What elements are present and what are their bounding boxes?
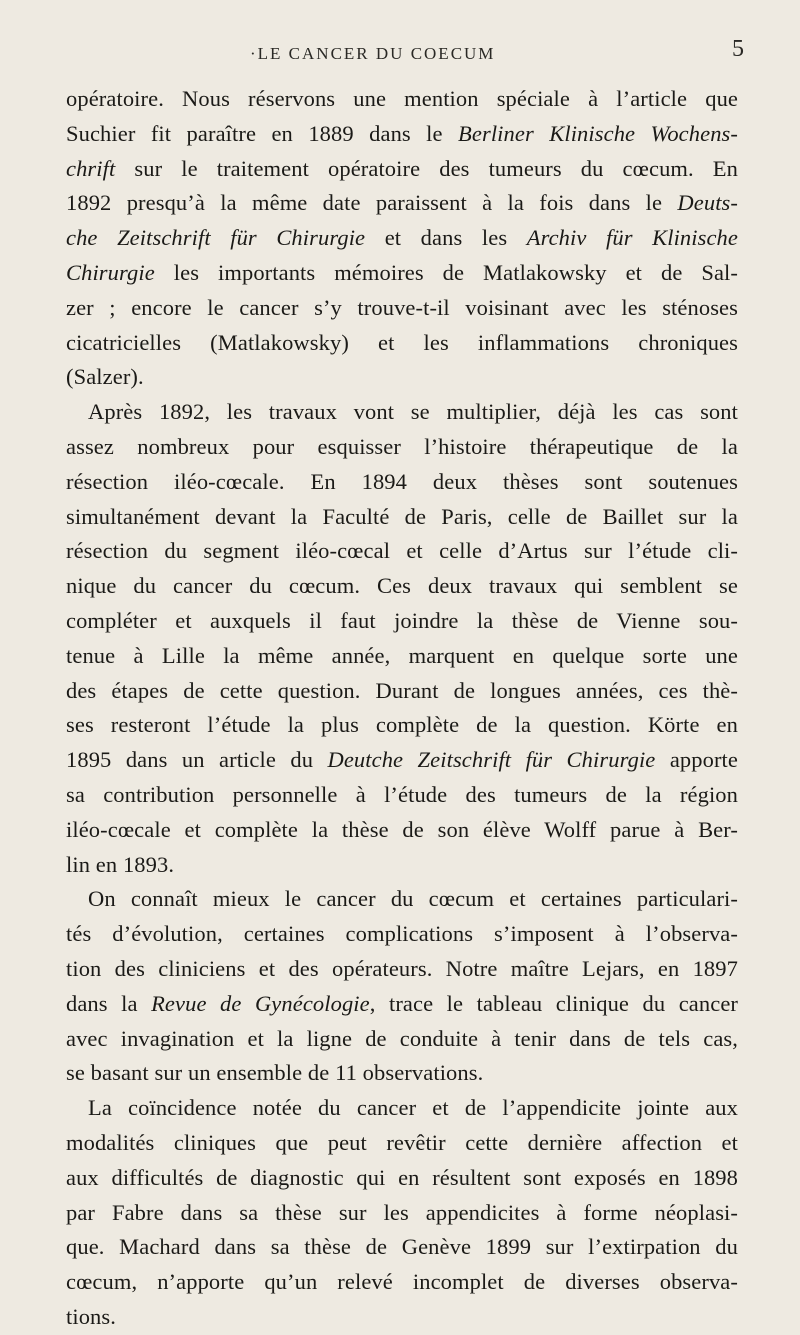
text-run: , trace le tableau clinique du cancer: [369, 990, 738, 1016]
text-line: résection iléo-cœcale. En 1894 deux thèses sont soutenues: [66, 468, 738, 494]
body-text: [66, 82, 738, 1335]
italic-title: che Zeitschrift für Chirurgie: [66, 225, 366, 251]
italic-title: Deutche Zeitschrift für Chirurgie: [327, 747, 656, 773]
text-line: [66, 743, 738, 778]
text-line: cicatricielles (Matlakowsky) et les inflammations chroniques: [66, 329, 738, 355]
text-run: et dans les: [365, 225, 527, 251]
text-line: Après 1892, les travaux vont se multiplier, déjà les cas sont: [88, 399, 738, 425]
running-title: ·LE CANCER DU COECUM: [250, 44, 496, 63]
text-run: sur le traitement opératoire des tumeurs du cœcum. En: [115, 155, 738, 181]
text-run: 1895 dans un article du: [66, 747, 328, 773]
text-run: Suchier fit paraître en 1889 dans le: [66, 120, 459, 146]
text-line: tion des cliniciens et des opérateurs. Notre maître Lejars, en 1897: [66, 955, 738, 981]
text-line: nique du cancer du cœcum. Ces deux travaux qui semblent se: [66, 573, 738, 599]
text-line: (Salzer).: [66, 364, 144, 390]
italic-title: Chirurgie: [66, 259, 155, 285]
italic-title: Archiv für Klinische: [526, 225, 738, 251]
text-line: compléter et auxquels il faut joindre la thèse de Vienne sou-: [66, 607, 738, 633]
italic-title: chrift: [66, 155, 116, 181]
text-line: tenue à Lille la même année, marquent en quelque sorte une: [66, 642, 738, 668]
text-line: [66, 256, 738, 291]
text-line: tions.: [66, 1303, 116, 1329]
italic-title: Deuts-: [677, 190, 738, 216]
text-line: des étapes de cette question. Durant de longues années, ces thè-: [66, 677, 738, 703]
text-line: par Fabre dans sa thèse sur les appendicites à forme néoplasi-: [66, 1199, 738, 1225]
text-line: que. Machard dans sa thèse de Genève 1899 sur l’extirpation du: [66, 1234, 738, 1260]
text-line: modalités cliniques que peut revêtir cette dernière affection et: [66, 1129, 738, 1155]
text-line: avec invagination et la ligne de conduite à tenir dans de tels cas,: [66, 1025, 738, 1051]
text-line: cœcum, n’apporte qu’un relevé incomplet de diverses observa-: [66, 1269, 738, 1295]
text-line: [66, 987, 738, 1022]
page-number: 5: [732, 36, 744, 62]
text-line: [66, 186, 738, 221]
running-head: [0, 36, 800, 66]
text-line: [66, 221, 738, 256]
text-line: simultanément devant la Faculté de Paris, celle de Baillet sur la: [66, 503, 738, 529]
text-line: On connaît mieux le cancer du cœcum et certaines particulari-: [88, 886, 738, 912]
text-line: se basant sur un ensemble de 11 observations.: [66, 1060, 484, 1086]
italic-title: Berliner Klinische Wochens-: [458, 120, 738, 146]
text-run: 1892 presqu’à la même date paraissent à la fois dans le: [66, 190, 678, 216]
text-line: [66, 117, 738, 152]
text-line: La coïncidence notée du cancer et de l’appendicite jointe aux: [88, 1095, 738, 1121]
text-line: sa contribution personnelle à l’étude des tumeurs de la région: [66, 781, 738, 807]
text-run: dans la: [66, 990, 152, 1016]
text-line: résection du segment iléo-cœcal et celle d’Artus sur l’étude cli-: [66, 538, 738, 564]
text-line: tés d’évolution, certaines complications s’imposent à l’observa-: [66, 921, 738, 947]
italic-title: Revue de Gynécologie: [151, 990, 370, 1016]
text-line: iléo-cœcale et complète la thèse de son élève Wolff parue à Ber-: [66, 816, 738, 842]
text-line: ses resteront l’étude la plus complète de la question. Körte en: [66, 712, 738, 738]
text-line: opératoire. Nous réservons une mention spéciale à l’article que: [66, 86, 738, 111]
text-line: [66, 152, 738, 187]
text-run: les importants mémoires de Matlakowsky et de Sal-: [154, 259, 738, 285]
text-line: zer ; encore le cancer s’y trouve-t-il voisinant avec les sténoses: [66, 294, 738, 320]
text-line: aux difficultés de diagnostic qui en résultent sont exposés en 1898: [66, 1164, 738, 1190]
text-line: lin en 1893.: [66, 851, 175, 877]
text-line: assez nombreux pour esquisser l’histoire thérapeutique de la: [66, 433, 738, 459]
text-run: apporte: [655, 747, 738, 773]
